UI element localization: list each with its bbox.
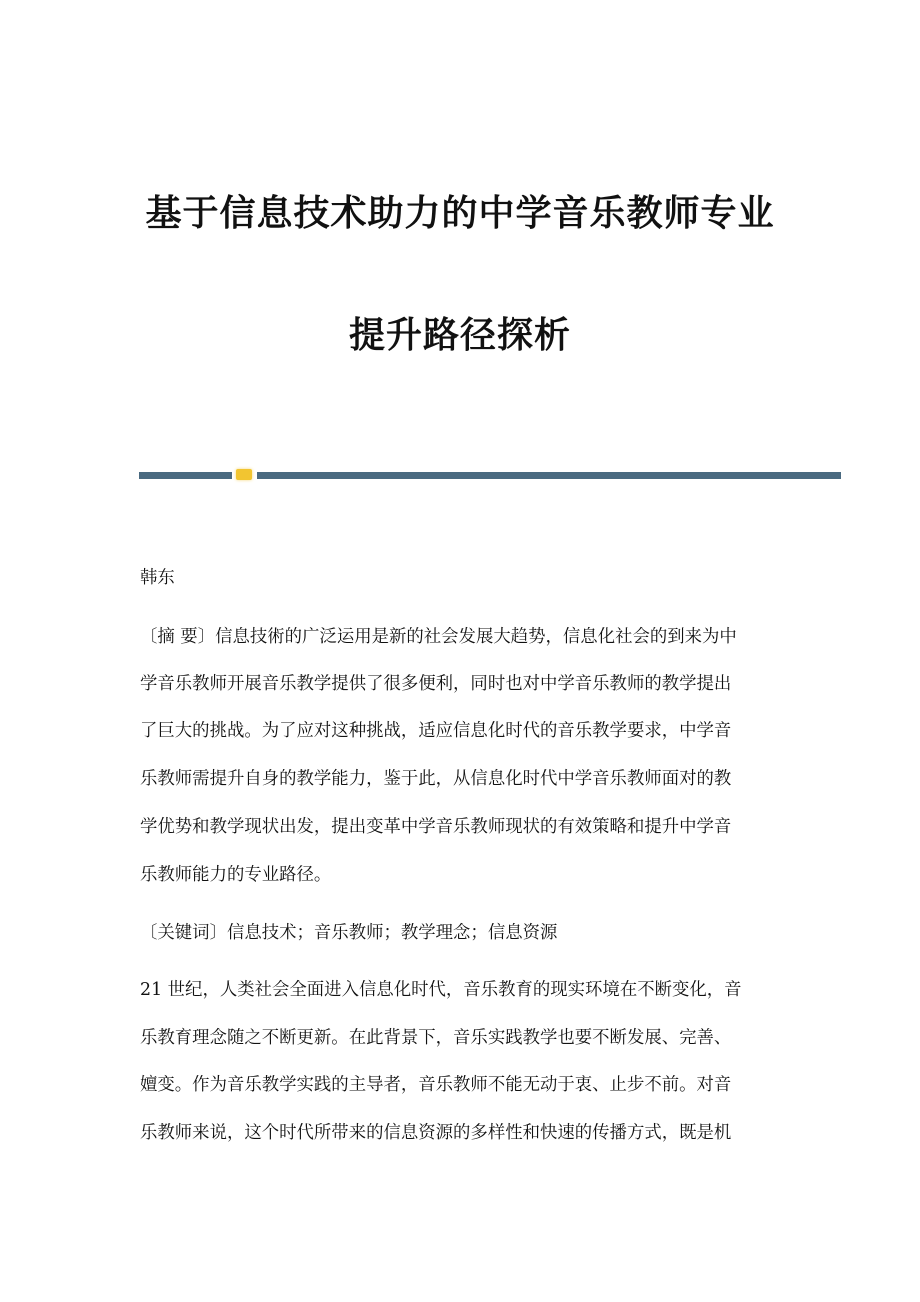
abstract-line: 〔摘 要〕信息技術的广泛运用是新的社会发展大趋势，信息化社会的到来为中 [140,627,737,647]
author: 韩东 [140,568,175,588]
divider-right [257,472,841,479]
body-line: 乐教师来说，这个时代所带来的信息资源的多样性和快速的传播方式，既是机 [140,1123,732,1143]
emblem-icon [236,469,252,480]
abstract-line: 学音乐教师开展音乐教学提供了很多便利，同时也对中学音乐教师的教学提出 [140,674,732,694]
body-line: 嬗变。作为音乐教学实践的主导者，音乐教师不能无动于衷、止步不前。对音 [140,1075,732,1095]
document-title-line-1: 基于信息技术助力的中学音乐教师专业 [145,192,775,234]
abstract-line: 乐教师能力的专业路径。 [140,865,332,885]
abstract-line: 学优势和教学现状出发，提出变革中学音乐教师现状的有效策略和提升中学音 [140,817,732,837]
keywords: 〔关键词〕信息技术；音乐教师；教学理念；信息资源 [140,923,558,943]
body-line: 21 世纪，人类社会全面进入信息化时代，音乐教育的现实环境在不断变化，音 [140,980,742,1000]
abstract-line: 了巨大的挑战。为了应对这种挑战，适应信息化时代的音乐教学要求，中学音 [140,721,732,741]
body-line: 乐教育理念随之不断更新。在此背景下，音乐实践教学也要不断发展、完善、 [140,1028,732,1048]
divider-left [139,472,232,479]
abstract-line: 乐教师需提升自身的教学能力，鉴于此，从信息化时代中学音乐教师面对的教 [140,769,732,789]
document-title-line-2: 提升路径探析 [348,314,571,356]
